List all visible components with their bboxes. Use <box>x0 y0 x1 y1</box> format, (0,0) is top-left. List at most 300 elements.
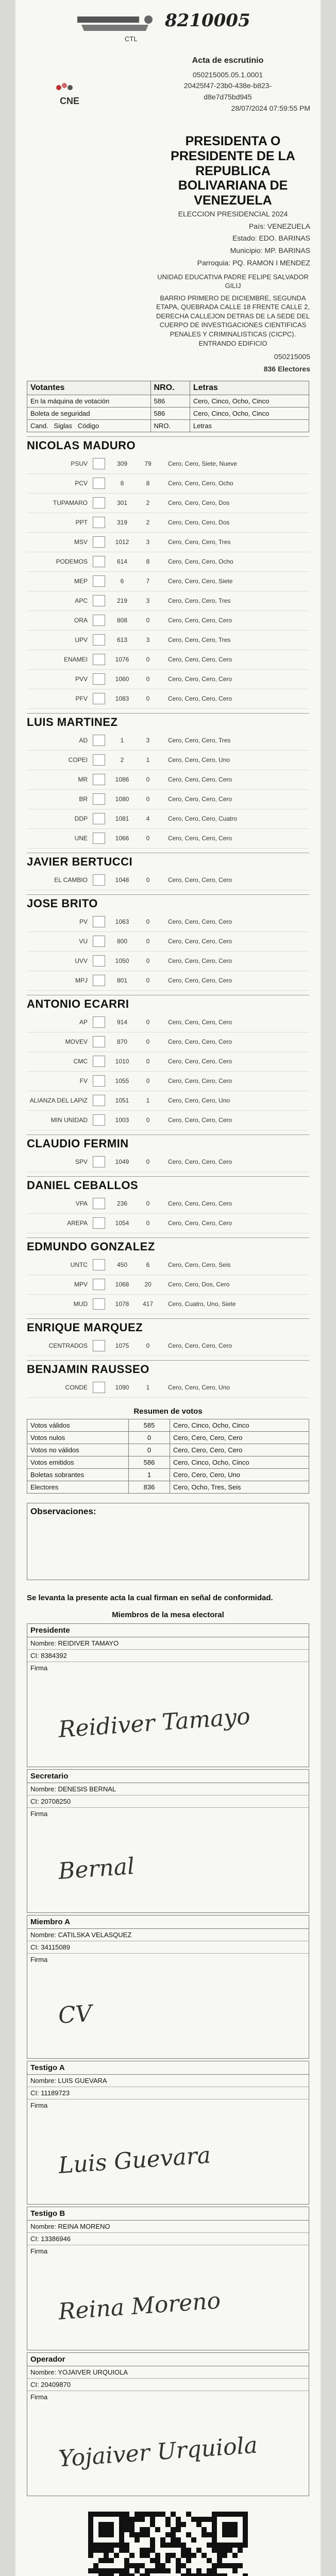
party-votes-words: Cero, Cero, Dos, Cero <box>168 1281 230 1289</box>
party-votes: 0 <box>146 776 150 784</box>
party-row <box>27 932 309 952</box>
party-code: 1068 <box>115 1281 129 1289</box>
party-votes-words: Cero, Cero, Cero, Cero <box>168 1219 232 1227</box>
party-votes: 20 <box>144 1281 152 1289</box>
party-code: 2 <box>120 756 124 764</box>
party-siglas: MEP <box>74 578 88 585</box>
party-row <box>27 631 309 650</box>
party-row <box>27 1378 309 1398</box>
party-logo-icon <box>93 1382 105 1393</box>
party-row <box>27 552 309 572</box>
member-name: Nombre: YOJAIVER URQUIOLA <box>27 2366 309 2379</box>
member-box <box>27 2352 309 2496</box>
subheader-letras: Letras <box>190 419 309 432</box>
party-votes-words: Cero, Cero, Cero, Tres <box>168 597 231 605</box>
resumen-label: Votos emitidos <box>27 1456 129 1468</box>
party-logo-icon <box>93 478 105 489</box>
party-votes: 0 <box>146 1342 150 1350</box>
party-code: 870 <box>116 1038 128 1046</box>
party-row <box>27 1295 309 1314</box>
party-row <box>27 770 309 790</box>
unit: UNIDAD EDUCATIVA PADRE FELIPE SALVADOR GILIJ <box>157 273 309 290</box>
resumen-row <box>27 1481 309 1493</box>
ctl-label: CTL <box>125 35 138 43</box>
member-name: Nombre: LUIS GUEVARA <box>27 2075 309 2087</box>
party-logo-icon <box>93 1016 105 1028</box>
qr-code <box>88 2512 248 2576</box>
party-siglas: TUPAMARO <box>53 499 88 507</box>
candidate-name: JOSE BRITO <box>27 894 309 912</box>
member-firma-label: Firma <box>30 1810 48 1818</box>
col-letras: Letras <box>190 381 309 395</box>
party-logo-icon <box>93 615 105 626</box>
party-siglas: PODEMOS <box>56 558 88 566</box>
party-votes-words: Cero, Cero, Cero, Tres <box>168 636 231 644</box>
party-row <box>27 1013 309 1032</box>
row-letras: Cero, Cinco, Ocho, Cinco <box>190 407 309 419</box>
party-logo-icon <box>93 497 105 509</box>
party-logo-icon <box>93 774 105 785</box>
gov-line: REPUBLICA <box>195 163 271 178</box>
party-siglas: CONDE <box>65 1384 88 1392</box>
party-logo-icon <box>93 1056 105 1067</box>
party-siglas: VU <box>79 938 88 945</box>
observaciones-box <box>27 1503 309 1580</box>
party-row <box>27 1275 309 1295</box>
party-row <box>27 572 309 591</box>
government-title <box>156 134 310 208</box>
party-code: 450 <box>116 1261 128 1269</box>
party-siglas: UPV <box>75 636 88 644</box>
party-code: 1080 <box>115 795 129 803</box>
acta-timestamp: 28/07/2024 07:59:55 PM <box>231 104 310 112</box>
party-votes-words: Cero, Cero, Cero, Cero <box>168 835 232 842</box>
party-siglas: AP <box>79 1019 88 1026</box>
resumen-label: Electores <box>27 1481 129 1493</box>
gov-line: BOLIVARIANA DE <box>178 178 288 193</box>
resumen-row <box>27 1468 309 1481</box>
party-row <box>27 670 309 689</box>
resumen-words: Cero, Cero, Cero, Cero <box>170 1431 309 1444</box>
party-code: 319 <box>116 519 128 527</box>
member-name: Nombre: REIDIVER TAMAYO <box>27 1637 309 1650</box>
party-votes: 6 <box>146 1261 150 1269</box>
candidate-name: CLAUDIO FERMIN <box>27 1134 309 1153</box>
party-logo-icon <box>93 654 105 665</box>
party-row <box>27 971 309 991</box>
document-header <box>27 5 309 134</box>
party-votes-words: Cero, Cero, Cero, Ocho <box>168 480 233 487</box>
party-row <box>27 1072 309 1091</box>
party-logo-icon <box>93 1156 105 1167</box>
observaciones-label: Observaciones: <box>30 1506 96 1516</box>
party-logo-icon <box>93 1198 105 1209</box>
party-row <box>27 751 309 770</box>
resumen-words: Cero, Cero, Cero, Cero <box>170 1444 309 1456</box>
party-votes-words: Cero, Cero, Cero, Cero <box>168 795 232 803</box>
members-list <box>27 1623 309 2496</box>
acta-code: 050215005.05.1.0001 <box>192 70 263 79</box>
party-logo-icon <box>93 874 105 886</box>
party-votes-words: Cero, Cero, Cero, Cero <box>168 1077 232 1085</box>
party-code: 1012 <box>115 538 129 546</box>
row-label: Boleta de seguridad <box>27 407 151 419</box>
party-row <box>27 1256 309 1275</box>
party-votes-words: Cero, Cero, Cero, Cero <box>168 656 232 664</box>
party-votes: 3 <box>146 737 150 744</box>
gov-line: PRESIDENTE DE LA <box>171 148 295 163</box>
party-siglas: MIN UNIDAD <box>51 1116 88 1124</box>
party-votes-words: Cero, Cero, Cero, Cero <box>168 957 232 965</box>
handwritten-signature: Bernal <box>57 1853 136 1885</box>
party-votes: 0 <box>146 656 150 664</box>
party-code: 1063 <box>115 918 129 926</box>
member-ci: CI: 20708250 <box>27 1795 309 1808</box>
candidate-name: ANTONIO ECARRI <box>27 995 309 1013</box>
resumen-number: 0 <box>129 1444 170 1456</box>
party-code: 914 <box>116 1019 128 1026</box>
member-firma-label: Firma <box>30 2393 48 2401</box>
party-row <box>27 474 309 494</box>
municipality: Municipio: MP. BARINAS <box>230 246 310 255</box>
member-box <box>27 2207 309 2350</box>
party-code: 1049 <box>115 1158 129 1166</box>
party-logo-icon <box>93 1259 105 1270</box>
election-name: ELECCION PRESIDENCIAL 2024 <box>178 209 288 218</box>
party-code: 1086 <box>115 776 129 784</box>
member-box <box>27 1623 309 1767</box>
party-votes: 0 <box>146 1058 150 1065</box>
member-name: Nombre: REINA MORENO <box>27 2221 309 2233</box>
party-logo-icon <box>93 536 105 548</box>
party-row <box>27 1153 309 1172</box>
party-votes-words: Cero, Cero, Cero, Cero <box>168 1019 232 1026</box>
party-votes-words: Cero, Cero, Cero, Cuatro <box>168 815 238 823</box>
party-siglas: ALIANZA DEL LAPIZ <box>29 1097 88 1105</box>
resumen-number: 586 <box>129 1456 170 1468</box>
party-votes: 2 <box>146 519 150 527</box>
party-votes: 7 <box>146 578 150 585</box>
handwritten-signature: Reidiver Tamayo <box>57 1703 251 1743</box>
party-code: 1010 <box>115 1058 129 1065</box>
party-votes-words: Cero, Cero, Cero, Cero <box>168 675 232 683</box>
party-votes: 0 <box>146 1038 150 1046</box>
resumen-number: 836 <box>129 1481 170 1493</box>
party-code: 1003 <box>115 1116 129 1124</box>
party-siglas: MPV <box>74 1281 88 1289</box>
party-code: 808 <box>116 617 128 624</box>
electores-count: 836 Electores <box>263 364 310 373</box>
party-siglas: UNTC <box>70 1261 88 1269</box>
party-row <box>27 1091 309 1111</box>
legal-text: Se levanta la presente acta la cual firman en señal de conformidad. <box>27 1593 273 1602</box>
party-row <box>27 912 309 932</box>
party-votes: 0 <box>146 918 150 926</box>
acta-hash-2: d8e7d75bd945 <box>204 93 252 101</box>
party-code: 1054 <box>115 1219 129 1227</box>
party-votes-words: Cero, Cero, Cero, Cero <box>168 617 232 624</box>
party-row <box>27 650 309 670</box>
handwritten-signature: Reina Moreno <box>57 2287 222 2326</box>
party-code: 1 <box>120 737 124 744</box>
party-siglas: AD <box>79 737 88 744</box>
party-votes: 1 <box>146 1384 150 1392</box>
party-logo-icon <box>93 556 105 567</box>
party-votes: 8 <box>146 558 150 566</box>
party-siglas: UVV <box>75 957 88 965</box>
party-row <box>27 1111 309 1130</box>
party-votes: 0 <box>146 835 150 842</box>
party-code: 1075 <box>115 1342 129 1350</box>
member-firma-label: Firma <box>30 1956 48 1964</box>
party-votes: 3 <box>146 597 150 605</box>
party-logo-icon <box>93 1217 105 1229</box>
resumen-number: 585 <box>129 1419 170 1431</box>
party-siglas: UNE <box>74 835 88 842</box>
acta-hash-1: 20425f47-23b0-438e-b823- <box>183 81 272 90</box>
row-nro: 586 <box>150 395 190 407</box>
party-code: 1066 <box>115 835 129 842</box>
candidate-name: DANIEL CEBALLOS <box>27 1176 309 1194</box>
member-ci: CI: 13386946 <box>27 2233 309 2245</box>
candidate-name: LUIS MARTINEZ <box>27 713 309 731</box>
candidates-list <box>27 436 309 1398</box>
member-ci: CI: 34115089 <box>27 1941 309 1954</box>
handwritten-signature: Luis Guevara <box>57 2142 212 2179</box>
resumen-number: 1 <box>129 1468 170 1481</box>
party-votes: 417 <box>142 1300 154 1308</box>
candidate-name: EDMUNDO GONZALEZ <box>27 1238 309 1256</box>
subheader-nro: NRO. <box>150 419 190 432</box>
party-siglas: ORA <box>74 617 88 624</box>
party-code: 1090 <box>115 1384 129 1392</box>
handwritten-signature: Yojaiver Urquiola <box>57 2432 259 2472</box>
party-code: 1081 <box>115 815 129 823</box>
party-logo-icon <box>93 517 105 528</box>
row-letras: Cero, Cinco, Ocho, Cinco <box>190 395 309 407</box>
party-siglas: CENTRADOS <box>48 1342 88 1350</box>
party-votes-words: Cero, Cero, Cero, Cero <box>168 1158 232 1166</box>
signature-area <box>27 1965 309 2058</box>
member-role: Testigo B <box>27 2207 309 2221</box>
party-votes-words: Cero, Cero, Cero, Cero <box>168 776 232 784</box>
party-siglas: PPT <box>75 519 88 527</box>
party-row <box>27 611 309 631</box>
party-siglas: MOVEV <box>65 1038 88 1046</box>
party-logo-icon <box>93 575 105 587</box>
party-votes-words: Cero, Cero, Cero, Dos <box>168 499 230 507</box>
party-siglas: VPA <box>75 1200 88 1208</box>
party-votes-words: Cero, Cero, Cero, Cero <box>168 918 232 926</box>
party-logo-icon <box>93 1075 105 1087</box>
signature-area <box>27 2111 309 2204</box>
party-row <box>27 871 309 890</box>
party-votes-words: Cero, Cero, Cero, Uno <box>168 1384 230 1392</box>
party-siglas: PVV <box>75 675 88 683</box>
party-logo-icon <box>93 1279 105 1290</box>
member-ci: CI: 20409870 <box>27 2379 309 2391</box>
party-code: 1048 <box>115 876 129 884</box>
acta-title: Acta de escrutinio <box>192 56 264 65</box>
member-role: Miembro A <box>27 1916 309 1929</box>
party-code: 219 <box>116 597 128 605</box>
party-votes: 3 <box>146 636 150 644</box>
party-row <box>27 1032 309 1052</box>
party-votes: 0 <box>146 617 150 624</box>
resumen-words: Cero, Cero, Cero, Uno <box>170 1468 309 1481</box>
party-logo-icon <box>93 634 105 646</box>
member-role: Testigo A <box>27 2061 309 2075</box>
member-firma-label: Firma <box>30 1664 48 1672</box>
acta-document <box>15 0 321 2576</box>
party-code: 801 <box>116 977 128 985</box>
party-siglas: PV <box>79 918 88 926</box>
party-logo-icon <box>93 975 105 986</box>
party-votes: 8 <box>146 480 150 487</box>
party-row <box>27 513 309 533</box>
gov-line: PRESIDENTA O <box>185 134 281 148</box>
party-votes: 0 <box>146 1158 150 1166</box>
member-firma-label: Firma <box>30 2102 48 2110</box>
party-logo-icon <box>93 735 105 746</box>
resumen-words: Cero, Cinco, Ocho, Cinco <box>170 1456 309 1468</box>
party-siglas: PSUV <box>71 460 88 468</box>
party-logo-icon <box>93 693 105 704</box>
party-row <box>27 494 309 513</box>
party-code: 6 <box>120 578 124 585</box>
party-code: 309 <box>116 460 128 468</box>
handwritten-table-code: 8210005 <box>165 10 250 31</box>
address: BARRIO PRIMERO DE DICIEMBRE, SEGUNDA ETAPA, QUEBRADA CALLE 18 FRENTE CALLE 2, DERECHA CALLEJON DETRAS DE LA SEDE DEL CUERPO DE INVESTIGACIONES CIENTIFICAS PENALES Y CRIMINALISTICAS (CICPC). ENTRANDO EDIFICIO <box>156 294 310 347</box>
candidate-name: BENJAMIN RAUSSEO <box>27 1360 309 1378</box>
party-code: 1076 <box>115 656 129 664</box>
party-siglas: BR <box>79 795 88 803</box>
party-votes: 0 <box>146 1116 150 1124</box>
party-logo-icon <box>93 673 105 685</box>
party-logo-icon <box>93 1114 105 1126</box>
party-code: 1055 <box>115 1077 129 1085</box>
members-title: Miembros de la mesa electoral <box>112 1611 224 1620</box>
resumen-label: Boletas sobrantes <box>27 1468 129 1481</box>
party-votes: 3 <box>146 538 150 546</box>
party-siglas: DDP <box>74 815 88 823</box>
party-votes-words: Cero, Cero, Cero, Cero <box>168 938 232 945</box>
party-code: 1060 <box>115 675 129 683</box>
party-votes-words: Cero, Cero, Cero, Cero <box>168 1038 232 1046</box>
party-logo-icon <box>93 595 105 606</box>
party-row <box>27 1336 309 1356</box>
party-row <box>27 790 309 809</box>
party-logo-icon <box>93 936 105 947</box>
resumen-row <box>27 1456 309 1468</box>
party-code: 800 <box>116 938 128 945</box>
thermal-print-logo <box>76 13 154 34</box>
resumen-words: Cero, Ocho, Tres, Seis <box>170 1481 309 1493</box>
parish: Parroquia: PQ. RAMON I MENDEZ <box>197 258 310 267</box>
resumen-words: Cero, Cinco, Ocho, Cinco <box>170 1419 309 1431</box>
party-siglas: COPEI <box>68 756 88 764</box>
party-votes: 1 <box>146 756 150 764</box>
party-logo-icon <box>93 754 105 766</box>
party-logo-icon <box>93 1340 105 1351</box>
party-votes-words: Cero, Cuatro, Uno, Siete <box>168 1300 236 1308</box>
party-row <box>27 591 309 611</box>
resumen-label: Votos válidos <box>27 1419 129 1431</box>
party-code: 613 <box>116 636 128 644</box>
member-name: Nombre: CATILSKA VELASQUEZ <box>27 1929 309 1941</box>
party-votes-words: Cero, Cero, Cero, Seis <box>168 1261 231 1269</box>
row-label: En la máquina de votación <box>27 395 151 407</box>
resumen-label: Votos nulos <box>27 1431 129 1444</box>
party-row <box>27 689 309 709</box>
party-votes: 4 <box>146 815 150 823</box>
resumen-label: Votos no válidos <box>27 1444 129 1456</box>
party-row <box>27 731 309 751</box>
party-siglas: MPJ <box>75 977 88 985</box>
resumen-row <box>27 1431 309 1444</box>
country: País: VENEZUELA <box>248 222 310 230</box>
party-row <box>27 952 309 971</box>
party-votes-words: Cero, Cero, Cero, Tres <box>168 737 231 744</box>
party-siglas: MR <box>78 776 88 784</box>
member-ci: CI: 8384392 <box>27 1650 309 1662</box>
party-votes: 0 <box>146 1219 150 1227</box>
party-votes-words: Cero, Cero, Cero, Cero <box>168 1342 232 1350</box>
party-row <box>27 1214 309 1233</box>
party-siglas: MSV <box>74 538 88 546</box>
party-votes: 0 <box>146 1019 150 1026</box>
party-votes: 0 <box>146 938 150 945</box>
member-box <box>27 2061 309 2205</box>
party-votes: 0 <box>146 675 150 683</box>
party-votes: 0 <box>146 695 150 703</box>
party-votes-words: Cero, Cero, Cero, Uno <box>168 756 230 764</box>
col-votantes: Votantes <box>27 381 151 395</box>
party-votes-words: Cero, Cero, Cero, Uno <box>168 1097 230 1105</box>
party-votes-words: Cero, Cero, Cero, Tres <box>168 538 231 546</box>
party-logo-icon <box>93 1036 105 1047</box>
resumen-number: 0 <box>129 1431 170 1444</box>
party-siglas: EL CAMBIO <box>54 876 88 884</box>
member-role: Presidente <box>27 1624 309 1637</box>
resumen-title: Resumen de votos <box>133 1406 203 1416</box>
party-code: 301 <box>116 499 128 507</box>
member-name: Nombre: DENESIS BERNAL <box>27 1783 309 1795</box>
party-row <box>27 809 309 829</box>
gov-line: VENEZUELA <box>194 193 272 208</box>
party-logo-icon <box>93 916 105 927</box>
party-logo-icon <box>93 1298 105 1310</box>
acta-info <box>145 55 310 114</box>
party-votes: 0 <box>146 876 150 884</box>
state: Estado: EDO. BARINAS <box>232 234 310 243</box>
party-code: 236 <box>116 1200 128 1208</box>
member-box <box>27 1769 309 1913</box>
party-votes-words: Cero, Cero, Cero, Dos <box>168 519 230 527</box>
signature-area <box>27 2257 309 2350</box>
party-siglas: FV <box>79 1077 88 1085</box>
party-code: 8 <box>120 480 124 487</box>
party-row <box>27 1194 309 1214</box>
resumen-table <box>27 1419 309 1494</box>
party-row <box>27 1052 309 1072</box>
resumen-row <box>27 1444 309 1456</box>
party-siglas: PFV <box>75 695 88 703</box>
subheader: Cand. Siglas Código <box>27 419 151 432</box>
party-votes: 0 <box>146 957 150 965</box>
signature-area <box>27 1674 309 1767</box>
party-row <box>27 829 309 849</box>
